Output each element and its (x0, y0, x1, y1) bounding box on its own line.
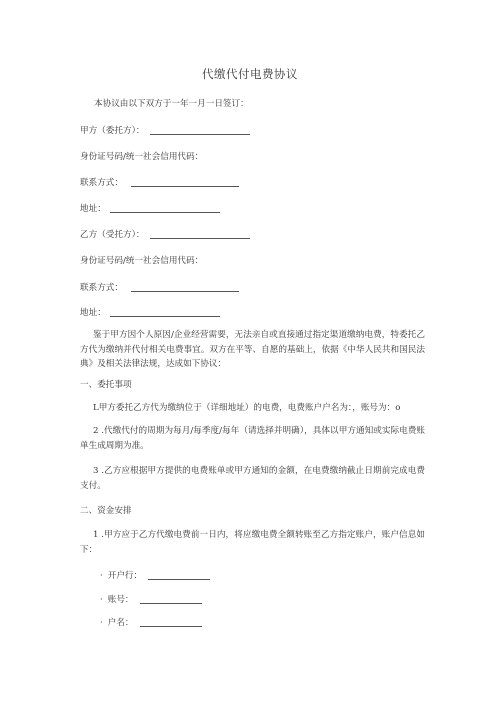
party-b-contact-label: 联系方式： (80, 283, 123, 293)
section-2-heading: 二、资金安排 (80, 506, 132, 516)
party-a-address-label: 地址： (80, 204, 106, 214)
bullet-dot-icon: · (100, 618, 103, 628)
party-b-contact-blank[interactable] (131, 282, 239, 292)
preamble-paragraph: 鉴于甲方因个人原因/企业经营需要，无法亲自或直接通过指定渠道缴纳电费，特委托乙方代为缴纳并代付相关电费事宜。双方在平等、自愿的基础上，依据《中华人民共和国民法典》及相关法律法规，达成如下协议： (80, 330, 425, 369)
party-b-address-label: 地址： (80, 308, 106, 318)
party-b-address-line (80, 307, 220, 319)
bullet-dot-icon: · (100, 571, 103, 581)
party-a-label: 甲方（委托方）： (80, 126, 145, 136)
account-name-blank[interactable] (140, 617, 202, 627)
party-a-contact-line (80, 177, 239, 189)
party-b-address-blank[interactable] (110, 307, 220, 317)
section-1-item-2: 2 .代缴代付的周期为每月/每季度/每年（请选择并明确），具体以甲方通知或实际电费账单生成周期为准。 (80, 426, 425, 451)
party-b-id-label: 身份证号码/统一社会信用代码： (80, 256, 204, 266)
party-b-line (80, 229, 250, 241)
bank-blank[interactable] (148, 570, 210, 580)
bank-line (100, 570, 210, 582)
document-title: 代缴代付电费协议 (202, 67, 298, 81)
party-a-contact-blank[interactable] (131, 177, 239, 187)
party-a-address-line (80, 203, 220, 215)
party-a-id-label: 身份证号码/统一社会信用代码： (80, 152, 204, 162)
account-label: 账号： (107, 595, 134, 605)
party-a-address-blank[interactable] (110, 203, 220, 213)
party-a-blank[interactable] (150, 125, 250, 135)
account-name-line (100, 617, 202, 629)
party-a-line (80, 125, 250, 137)
section-1-item-3: 3 .乙方应根据甲方提供的电费账单或甲方通知的金额，在电费缴纳截止日期前完成电费支付。 (80, 466, 425, 491)
section-1-heading: 一、委托事项 (80, 380, 132, 390)
party-a-contact-label: 联系方式： (80, 178, 123, 188)
bullet-dot-icon: · (100, 595, 103, 605)
party-b-contact-line (80, 282, 239, 294)
party-b-label: 乙方（受托方）： (80, 230, 145, 240)
bank-label: 开户行： (107, 571, 143, 581)
account-blank[interactable] (140, 594, 202, 604)
account-line (100, 594, 202, 606)
section-1-item-1: L甲方委托乙方代为缴纳位于（详细地址）的电费，电费账户户名为：，账号为：o (93, 403, 401, 413)
intro-line: 本协议由以下双方于一年一月一日签订： (94, 99, 249, 109)
party-b-blank[interactable] (150, 229, 250, 239)
account-name-label: 户名： (107, 618, 134, 628)
section-2-item-1: 1 .甲方应于乙方代缴电费前一日内，将应缴电费全额转账至乙方指定账户，账户信息如下： (80, 530, 425, 555)
